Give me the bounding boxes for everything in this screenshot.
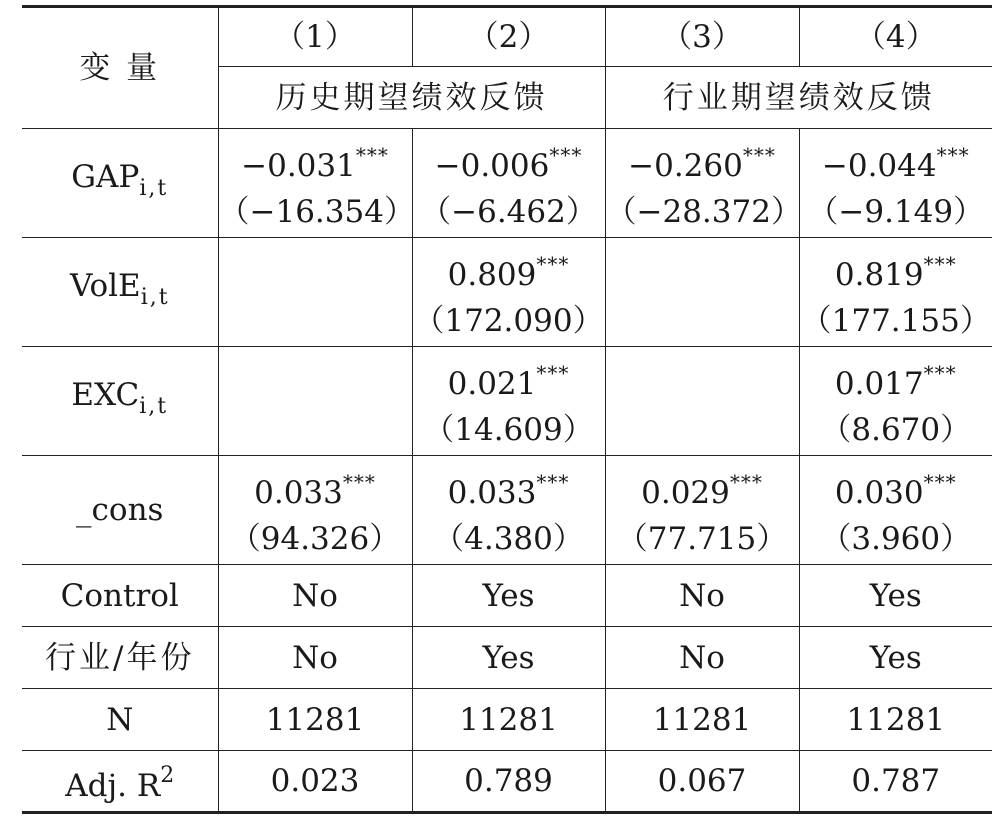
cell-adj-r2-1: 0.023: [218, 751, 412, 813]
table-row-exc: [22, 347, 992, 456]
regression-table-container: [22, 5, 992, 814]
row-label-exc: $EXC_{i,t}$: [22, 347, 218, 456]
cell-n-4: 11281: [799, 689, 992, 751]
cell-cons-3: 0.029*** （77.715）: [605, 456, 799, 565]
cell-industry-year-4: Yes: [799, 627, 992, 689]
row-label-n: N: [22, 689, 218, 751]
cell-exc-4: 0.017*** （8.670）: [799, 347, 992, 456]
column-header-3: （3）: [605, 7, 799, 67]
row-label-industry-year: 行业/年份: [22, 627, 218, 689]
header-row-columns: [22, 7, 992, 67]
cell-control-3: No: [605, 565, 799, 627]
cell-n-1: 11281: [218, 689, 412, 751]
column-header-4: （4）: [799, 7, 992, 67]
cell-industry-year-2: Yes: [412, 627, 605, 689]
group-header-historical: 历史期望绩效反馈: [218, 67, 605, 129]
table-row-industry-year: [22, 627, 992, 689]
cell-vole-1: [218, 238, 412, 347]
row-label-cons: _cons: [22, 456, 218, 565]
table-row-vole: [22, 238, 992, 347]
cell-cons-2: 0.033*** （4.380）: [412, 456, 605, 565]
cell-exc-1: [218, 347, 412, 456]
table-row-control: [22, 565, 992, 627]
cell-vole-3: [605, 238, 799, 347]
column-header-2: （2）: [412, 7, 605, 67]
row-label-gap: $GAP_{i,t}$: [22, 129, 218, 238]
row-label-adj-r2: Adj. $R^2$: [22, 751, 218, 813]
column-header-1: （1）: [218, 7, 412, 67]
cell-industry-year-3: No: [605, 627, 799, 689]
table-row-adj-r2: [22, 751, 992, 813]
cell-control-2: Yes: [412, 565, 605, 627]
cell-control-1: No: [218, 565, 412, 627]
table-row-gap: [22, 129, 992, 238]
table-row-n: [22, 689, 992, 751]
cell-vole-4: 0.819*** （177.155）: [799, 238, 992, 347]
cell-gap-1: −0.031*** （−16.354）: [218, 129, 412, 238]
regression-table: [22, 5, 992, 814]
cell-cons-1: 0.033*** （94.326）: [218, 456, 412, 565]
cell-industry-year-1: No: [218, 627, 412, 689]
table-row-cons: [22, 456, 992, 565]
group-header-industry: 行业期望绩效反馈: [605, 67, 992, 129]
cell-control-4: Yes: [799, 565, 992, 627]
cell-adj-r2-3: 0.067: [605, 751, 799, 813]
cell-gap-4: −0.044*** （−9.149）: [799, 129, 992, 238]
cell-exc-3: [605, 347, 799, 456]
cell-gap-3: −0.260*** （−28.372）: [605, 129, 799, 238]
row-label-vole: VolE$_{i,t}$: [22, 238, 218, 347]
cell-adj-r2-4: 0.787: [799, 751, 992, 813]
cell-n-2: 11281: [412, 689, 605, 751]
cell-gap-2: −0.006*** （−6.462）: [412, 129, 605, 238]
variable-header: 变 量: [22, 7, 218, 129]
cell-exc-2: 0.021*** （14.609）: [412, 347, 605, 456]
row-label-control: Control: [22, 565, 218, 627]
cell-cons-4: 0.030*** （3.960）: [799, 456, 992, 565]
cell-vole-2: 0.809*** （172.090）: [412, 238, 605, 347]
cell-n-3: 11281: [605, 689, 799, 751]
cell-adj-r2-2: 0.789: [412, 751, 605, 813]
